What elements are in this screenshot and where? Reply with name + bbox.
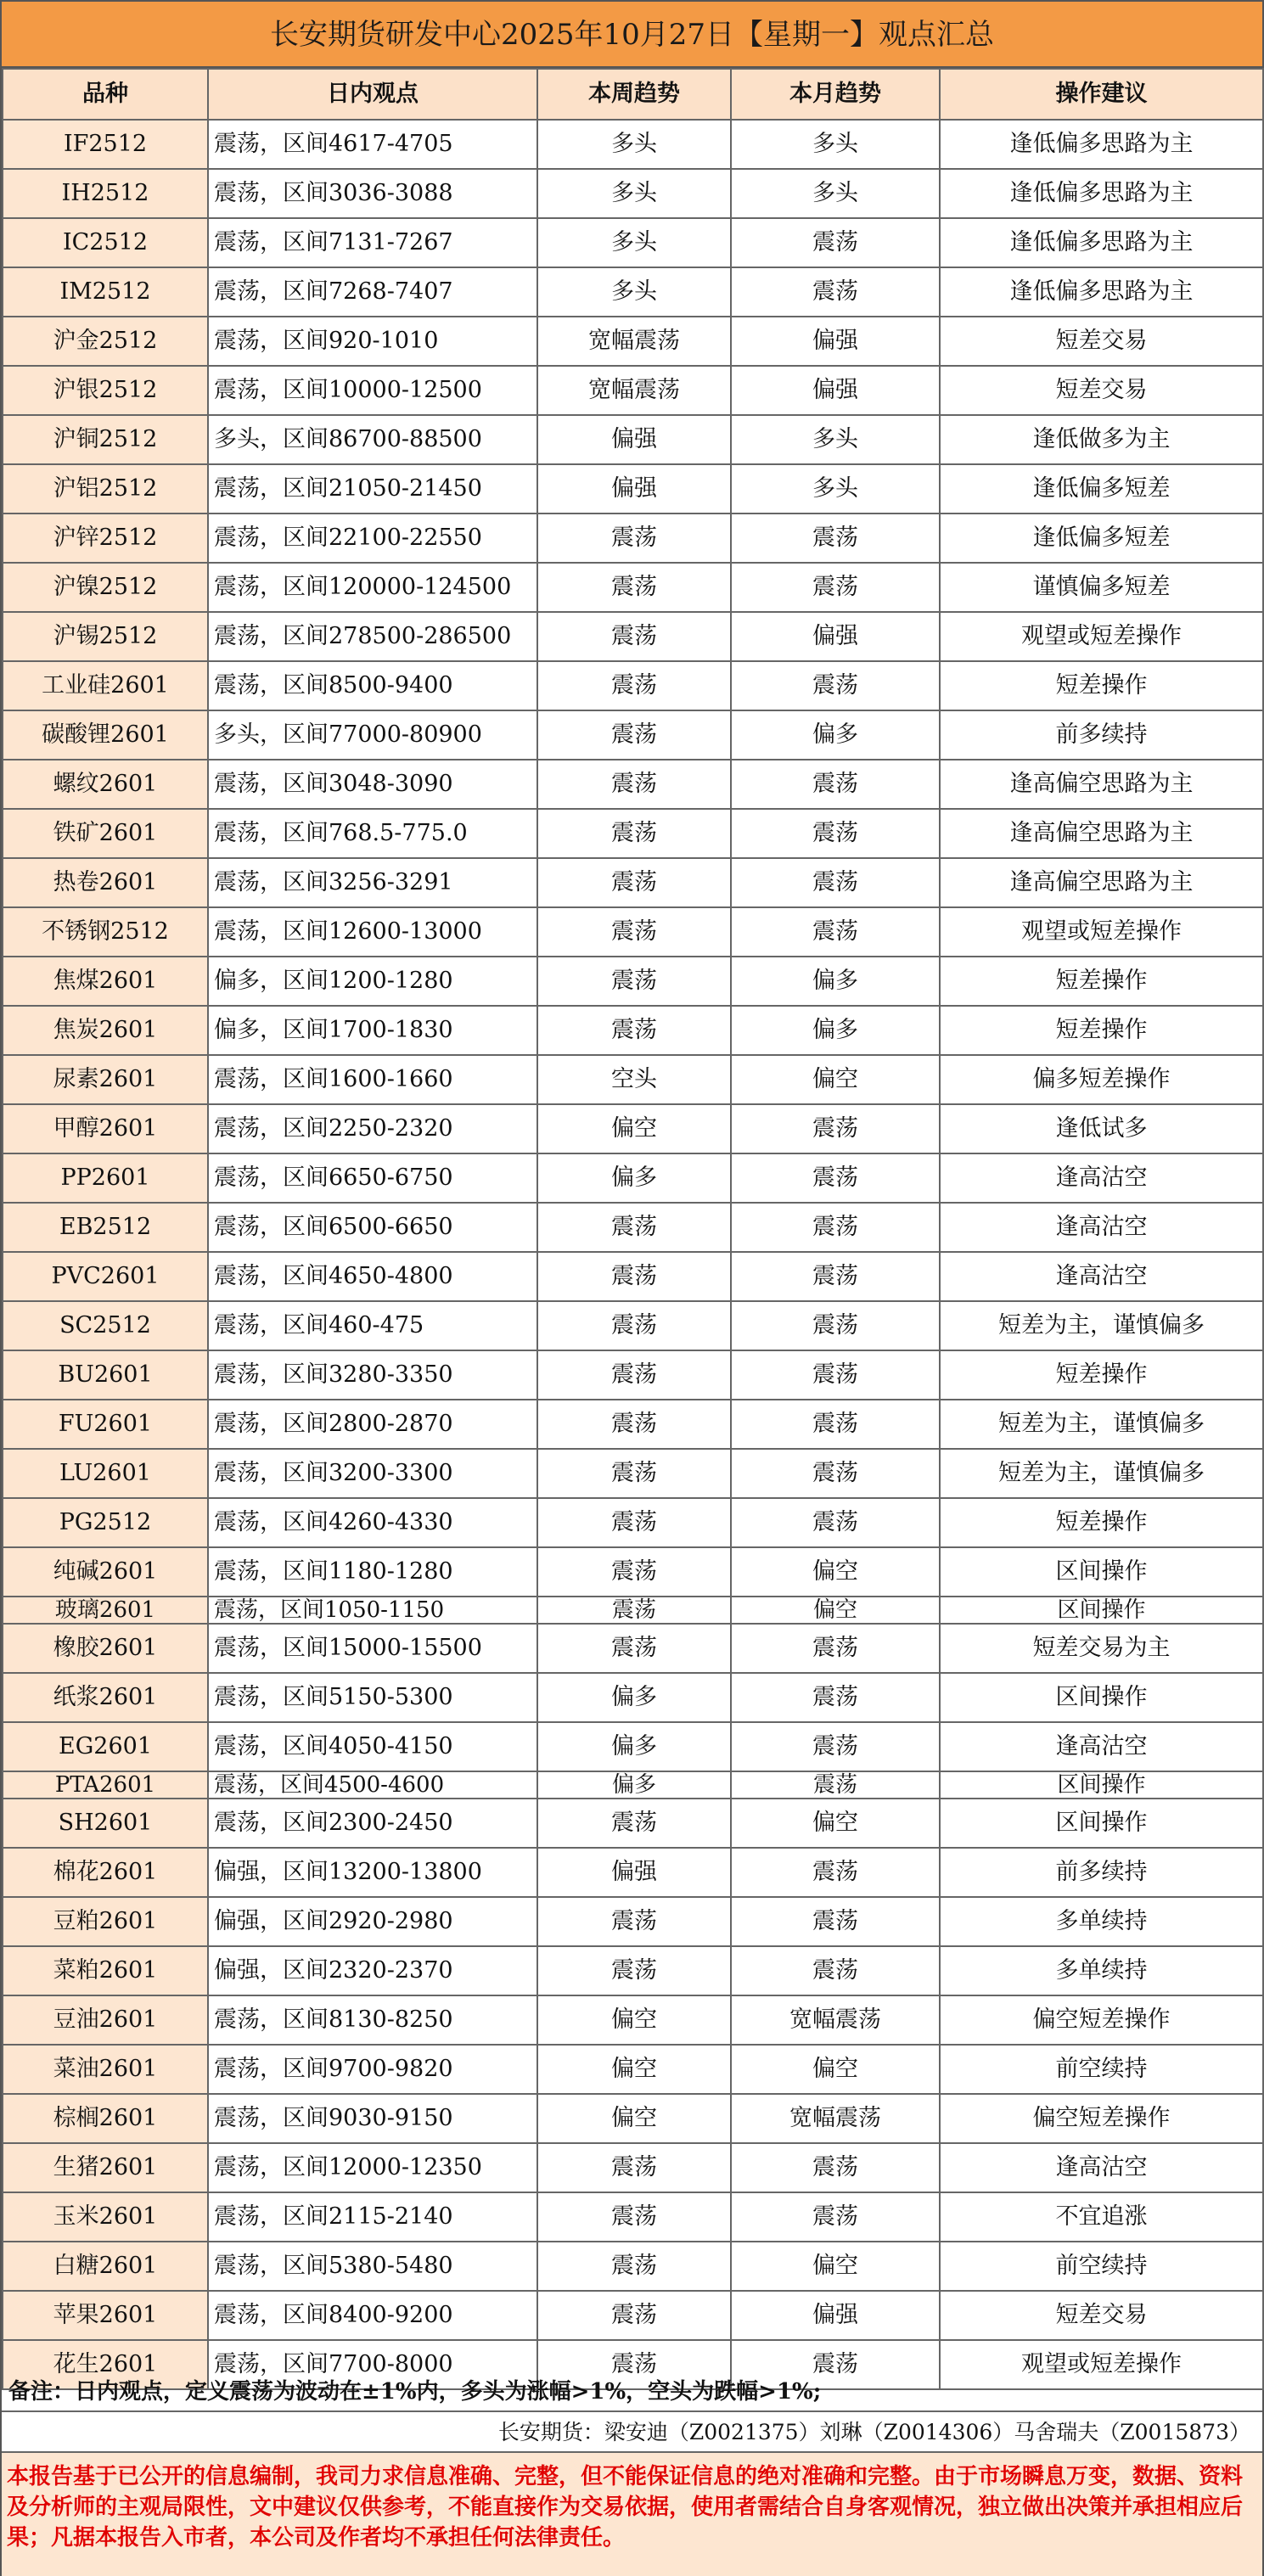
cell-intraday-view: 震荡，区间460-475 (208, 1301, 537, 1350)
cell-product: 甲醇2601 (3, 1104, 208, 1153)
cell-monthly-trend: 偏强 (731, 612, 940, 661)
cell-intraday-view: 震荡，区间2250-2320 (208, 1104, 537, 1153)
table-row (3, 1055, 1263, 1104)
cell-monthly-trend: 震荡 (731, 1673, 940, 1722)
cell-intraday-view: 震荡，区间278500-286500 (208, 612, 537, 661)
cell-product: SH2601 (3, 1799, 208, 1848)
cell-weekly-trend: 偏多 (537, 1153, 731, 1203)
table-row (3, 1771, 1263, 1799)
cell-intraday-view: 震荡，区间8500-9400 (208, 661, 537, 710)
cell-advice: 逢高沽空 (940, 1153, 1263, 1203)
cell-monthly-trend: 偏多 (731, 957, 940, 1006)
cell-weekly-trend: 震荡 (537, 1203, 731, 1252)
cell-weekly-trend: 震荡 (537, 760, 731, 809)
cell-advice: 短差操作 (940, 1350, 1263, 1400)
cell-weekly-trend: 震荡 (537, 858, 731, 907)
cell-advice: 逢低偏多思路为主 (940, 218, 1263, 267)
cell-advice: 前多续持 (940, 710, 1263, 760)
cell-weekly-trend: 震荡 (537, 957, 731, 1006)
cell-monthly-trend: 偏空 (731, 2242, 940, 2291)
header-weekly-trend: 本周趋势 (537, 69, 731, 120)
cell-intraday-view: 震荡，区间120000-124500 (208, 563, 537, 612)
cell-product: 沪锡2512 (3, 612, 208, 661)
cell-intraday-view: 震荡，区间4617-4705 (208, 120, 537, 169)
cell-weekly-trend: 震荡 (537, 1799, 731, 1848)
cell-advice: 逢低偏多思路为主 (940, 169, 1263, 218)
cell-intraday-view: 偏强，区间13200-13800 (208, 1848, 537, 1897)
table-row (3, 1104, 1263, 1153)
table-row (3, 710, 1263, 760)
table-row (3, 1897, 1263, 1946)
cell-monthly-trend: 多头 (731, 415, 940, 464)
table-row (3, 218, 1263, 267)
cell-intraday-view: 震荡，区间8400-9200 (208, 2291, 537, 2340)
cell-intraday-view: 震荡，区间3256-3291 (208, 858, 537, 907)
table-row (3, 1946, 1263, 1995)
table-row (3, 1547, 1263, 1597)
cell-intraday-view: 震荡，区间9700-9820 (208, 2045, 537, 2094)
table-row (3, 2045, 1263, 2094)
cell-intraday-view: 震荡，区间22100-22550 (208, 514, 537, 563)
table-row (3, 1449, 1263, 1498)
cell-advice: 前空续持 (940, 2045, 1263, 2094)
table-row (3, 612, 1263, 661)
cell-monthly-trend: 宽幅震荡 (731, 2094, 940, 2143)
header-intraday-view: 日内观点 (208, 69, 537, 120)
cell-advice: 短差为主，谨慎偏多 (940, 1400, 1263, 1449)
cell-product: 焦炭2601 (3, 1006, 208, 1055)
table-row (3, 1799, 1263, 1848)
table-row (3, 563, 1263, 612)
cell-product: EG2601 (3, 1722, 208, 1771)
header-monthly-trend: 本月趋势 (731, 69, 940, 120)
cell-weekly-trend: 宽幅震荡 (537, 317, 731, 366)
table-row (3, 1624, 1263, 1673)
table-row (3, 415, 1263, 464)
cell-monthly-trend: 偏空 (731, 2045, 940, 2094)
cell-weekly-trend: 震荡 (537, 1252, 731, 1301)
cell-intraday-view: 震荡，区间1600-1660 (208, 1055, 537, 1104)
table-row (3, 120, 1263, 169)
cell-intraday-view: 震荡，区间2300-2450 (208, 1799, 537, 1848)
cell-advice: 短差交易 (940, 366, 1263, 415)
cell-product: 玉米2601 (3, 2192, 208, 2242)
cell-weekly-trend: 偏空 (537, 1104, 731, 1153)
cell-advice: 多单续持 (940, 1897, 1263, 1946)
table-row (3, 1301, 1263, 1350)
table-row (3, 2192, 1263, 2242)
cell-product: 不锈钢2512 (3, 907, 208, 957)
cell-product: LU2601 (3, 1449, 208, 1498)
cell-intraday-view: 震荡，区间7700-8000 (208, 2340, 537, 2389)
cell-advice: 逢高偏空思路为主 (940, 809, 1263, 858)
cell-monthly-trend: 震荡 (731, 760, 940, 809)
cell-weekly-trend: 震荡 (537, 1597, 731, 1624)
cell-product: 豆粕2601 (3, 1897, 208, 1946)
cell-weekly-trend: 多头 (537, 218, 731, 267)
cell-weekly-trend: 震荡 (537, 1946, 731, 1995)
cell-weekly-trend: 震荡 (537, 710, 731, 760)
cell-weekly-trend: 偏强 (537, 1848, 731, 1897)
cell-product: PTA2601 (3, 1771, 208, 1799)
cell-advice: 偏空短差操作 (940, 1995, 1263, 2045)
table-row (3, 1153, 1263, 1203)
cell-intraday-view: 震荡，区间3280-3350 (208, 1350, 537, 1400)
cell-product: FU2601 (3, 1400, 208, 1449)
table-row (3, 1498, 1263, 1547)
cell-advice: 观望或短差操作 (940, 907, 1263, 957)
table-row (3, 317, 1263, 366)
cell-intraday-view: 震荡，区间2800-2870 (208, 1400, 537, 1449)
cell-monthly-trend: 宽幅震荡 (731, 1995, 940, 2045)
cell-weekly-trend: 震荡 (537, 2340, 731, 2389)
cell-weekly-trend: 震荡 (537, 661, 731, 710)
cell-product: 螺纹2601 (3, 760, 208, 809)
cell-intraday-view: 震荡，区间12600-13000 (208, 907, 537, 957)
cell-product: 热卷2601 (3, 858, 208, 907)
cell-advice: 逢低偏多思路为主 (940, 267, 1263, 317)
cell-product: PVC2601 (3, 1252, 208, 1301)
cell-advice: 谨慎偏多短差 (940, 563, 1263, 612)
cell-product: 铁矿2601 (3, 809, 208, 858)
cell-product: 纯碱2601 (3, 1547, 208, 1597)
cell-product: 沪银2512 (3, 366, 208, 415)
cell-weekly-trend: 震荡 (537, 2291, 731, 2340)
cell-monthly-trend: 震荡 (731, 1722, 940, 1771)
table-row (3, 169, 1263, 218)
cell-product: 焦煤2601 (3, 957, 208, 1006)
cell-product: 花生2601 (3, 2340, 208, 2389)
cell-advice: 逢低偏多短差 (940, 464, 1263, 514)
cell-product: 工业硅2601 (3, 661, 208, 710)
cell-intraday-view: 震荡，区间1180-1280 (208, 1547, 537, 1597)
table-row (3, 907, 1263, 957)
cell-intraday-view: 震荡，区间15000-15500 (208, 1624, 537, 1673)
table-row (3, 1848, 1263, 1897)
cell-weekly-trend: 震荡 (537, 514, 731, 563)
cell-advice: 逢低偏多思路为主 (940, 120, 1263, 169)
cell-intraday-view: 震荡，区间12000-12350 (208, 2143, 537, 2192)
cell-product: 生猪2601 (3, 2143, 208, 2192)
cell-advice: 短差操作 (940, 661, 1263, 710)
cell-product: 沪金2512 (3, 317, 208, 366)
cell-product: IF2512 (3, 120, 208, 169)
cell-product: 沪铝2512 (3, 464, 208, 514)
cell-monthly-trend: 偏强 (731, 2291, 940, 2340)
cell-monthly-trend: 震荡 (731, 2143, 940, 2192)
cell-intraday-view: 震荡，区间3200-3300 (208, 1449, 537, 1498)
table-row (3, 2242, 1263, 2291)
cell-intraday-view: 震荡，区间5150-5300 (208, 1673, 537, 1722)
cell-weekly-trend: 震荡 (537, 2143, 731, 2192)
table-row (3, 2094, 1263, 2143)
cell-weekly-trend: 震荡 (537, 1498, 731, 1547)
cell-product: 碳酸锂2601 (3, 710, 208, 760)
cell-monthly-trend: 偏多 (731, 710, 940, 760)
cell-monthly-trend: 震荡 (731, 907, 940, 957)
cell-monthly-trend: 偏空 (731, 1055, 940, 1104)
cell-intraday-view: 震荡，区间21050-21450 (208, 464, 537, 514)
cell-advice: 短差操作 (940, 1006, 1263, 1055)
cell-advice: 区间操作 (940, 1771, 1263, 1799)
cell-advice: 区间操作 (940, 1597, 1263, 1624)
cell-intraday-view: 偏多，区间1200-1280 (208, 957, 537, 1006)
cell-advice: 短差为主，谨慎偏多 (940, 1449, 1263, 1498)
cell-monthly-trend: 震荡 (731, 661, 940, 710)
table-row (3, 2291, 1263, 2340)
table-row (3, 858, 1263, 907)
cell-advice: 短差操作 (940, 1498, 1263, 1547)
cell-monthly-trend: 偏强 (731, 366, 940, 415)
cell-weekly-trend: 震荡 (537, 907, 731, 957)
cell-intraday-view: 多头，区间86700-88500 (208, 415, 537, 464)
cell-weekly-trend: 震荡 (537, 1449, 731, 1498)
cell-monthly-trend: 震荡 (731, 267, 940, 317)
cell-product: 棉花2601 (3, 1848, 208, 1897)
table-row (3, 1350, 1263, 1400)
cell-advice: 短差交易为主 (940, 1624, 1263, 1673)
views-table (2, 68, 1264, 2390)
table-note: 备注：日内观点，定义震荡为波动在±1%内，多头为涨幅>1%，空头为跌幅>1%; (2, 2372, 1262, 2412)
cell-intraday-view: 震荡，区间10000-12500 (208, 366, 537, 415)
cell-advice: 逢高沽空 (940, 2143, 1263, 2192)
cell-product: 豆油2601 (3, 1995, 208, 2045)
table-row (3, 957, 1263, 1006)
cell-monthly-trend: 多头 (731, 120, 940, 169)
cell-product: 沪铜2512 (3, 415, 208, 464)
cell-monthly-trend: 震荡 (731, 1897, 940, 1946)
cell-advice: 短差交易 (940, 317, 1263, 366)
cell-monthly-trend: 偏多 (731, 1006, 940, 1055)
cell-intraday-view: 震荡，区间4650-4800 (208, 1252, 537, 1301)
cell-monthly-trend: 偏空 (731, 1597, 940, 1624)
cell-advice: 短差操作 (940, 957, 1263, 1006)
table-row (3, 809, 1263, 858)
cell-weekly-trend: 偏多 (537, 1722, 731, 1771)
cell-monthly-trend: 震荡 (731, 1946, 940, 1995)
cell-intraday-view: 震荡，区间7131-7267 (208, 218, 537, 267)
cell-monthly-trend: 震荡 (731, 2340, 940, 2389)
cell-product: EB2512 (3, 1203, 208, 1252)
cell-weekly-trend: 偏强 (537, 415, 731, 464)
cell-monthly-trend: 震荡 (731, 1498, 940, 1547)
cell-product: 白糖2601 (3, 2242, 208, 2291)
cell-product: IM2512 (3, 267, 208, 317)
cell-weekly-trend: 震荡 (537, 2242, 731, 2291)
cell-monthly-trend: 偏空 (731, 1799, 940, 1848)
cell-weekly-trend: 震荡 (537, 1897, 731, 1946)
cell-weekly-trend: 震荡 (537, 1350, 731, 1400)
cell-weekly-trend: 震荡 (537, 1547, 731, 1597)
cell-weekly-trend: 震荡 (537, 2192, 731, 2242)
cell-weekly-trend: 震荡 (537, 1624, 731, 1673)
cell-intraday-view: 震荡，区间920-1010 (208, 317, 537, 366)
cell-advice: 区间操作 (940, 1673, 1263, 1722)
cell-monthly-trend: 震荡 (731, 2192, 940, 2242)
cell-monthly-trend: 震荡 (731, 1624, 940, 1673)
cell-weekly-trend: 多头 (537, 120, 731, 169)
cell-advice: 观望或短差操作 (940, 2340, 1263, 2389)
cell-advice: 逢低偏多短差 (940, 514, 1263, 563)
cell-intraday-view: 偏强，区间2320-2370 (208, 1946, 537, 1995)
cell-monthly-trend: 震荡 (731, 514, 940, 563)
cell-monthly-trend: 多头 (731, 464, 940, 514)
cell-weekly-trend: 偏空 (537, 2045, 731, 2094)
cell-intraday-view: 多头，区间77000-80900 (208, 710, 537, 760)
cell-product: 沪锌2512 (3, 514, 208, 563)
cell-advice: 逢低试多 (940, 1104, 1263, 1153)
cell-intraday-view: 震荡，区间7268-7407 (208, 267, 537, 317)
cell-product: 纸浆2601 (3, 1673, 208, 1722)
cell-advice: 偏多短差操作 (940, 1055, 1263, 1104)
cell-intraday-view: 震荡，区间4050-4150 (208, 1722, 537, 1771)
cell-intraday-view: 震荡，区间4260-4330 (208, 1498, 537, 1547)
cell-monthly-trend: 震荡 (731, 1104, 940, 1153)
table-row (3, 1597, 1263, 1624)
cell-product: PG2512 (3, 1498, 208, 1547)
cell-monthly-trend: 震荡 (731, 858, 940, 907)
cell-intraday-view: 震荡，区间8130-8250 (208, 1995, 537, 2045)
cell-monthly-trend: 震荡 (731, 1153, 940, 1203)
cell-advice: 短差为主，谨慎偏多 (940, 1301, 1263, 1350)
table-row (3, 267, 1263, 317)
cell-intraday-view: 偏强，区间2920-2980 (208, 1897, 537, 1946)
table-row (3, 2143, 1263, 2192)
table-row (3, 1995, 1263, 2045)
authors-line: 长安期货：梁安迪（Z0021375）刘琳（Z0014306）马舍瑞夫（Z0015873） (2, 2412, 1262, 2453)
cell-advice: 短差交易 (940, 2291, 1263, 2340)
cell-intraday-view: 震荡，区间768.5-775.0 (208, 809, 537, 858)
cell-monthly-trend: 偏空 (731, 1547, 940, 1597)
cell-weekly-trend: 偏多 (537, 1771, 731, 1799)
table-row (3, 760, 1263, 809)
cell-intraday-view: 偏多，区间1700-1830 (208, 1006, 537, 1055)
cell-monthly-trend: 震荡 (731, 1449, 940, 1498)
cell-weekly-trend: 多头 (537, 267, 731, 317)
cell-advice: 逢高偏空思路为主 (940, 858, 1263, 907)
table-row (3, 661, 1263, 710)
cell-weekly-trend: 偏多 (537, 1673, 731, 1722)
cell-product: 玻璃2601 (3, 1597, 208, 1624)
cell-advice: 逢高沽空 (940, 1203, 1263, 1252)
table-header-row (3, 69, 1263, 120)
cell-weekly-trend: 偏空 (537, 2094, 731, 2143)
cell-product: 棕榈2601 (3, 2094, 208, 2143)
cell-weekly-trend: 偏空 (537, 1995, 731, 2045)
cell-weekly-trend: 宽幅震荡 (537, 366, 731, 415)
cell-product: BU2601 (3, 1350, 208, 1400)
cell-product: 橡胶2601 (3, 1624, 208, 1673)
cell-product: 苹果2601 (3, 2291, 208, 2340)
cell-product: PP2601 (3, 1153, 208, 1203)
cell-advice: 不宜追涨 (940, 2192, 1263, 2242)
cell-monthly-trend: 震荡 (731, 1350, 940, 1400)
cell-monthly-trend: 震荡 (731, 563, 940, 612)
table-row (3, 514, 1263, 563)
cell-weekly-trend: 震荡 (537, 1301, 731, 1350)
cell-monthly-trend: 偏强 (731, 317, 940, 366)
cell-monthly-trend: 震荡 (731, 1252, 940, 1301)
table-row (3, 1252, 1263, 1301)
cell-advice: 偏空短差操作 (940, 2094, 1263, 2143)
cell-intraday-view: 震荡，区间9030-9150 (208, 2094, 537, 2143)
cell-monthly-trend: 震荡 (731, 218, 940, 267)
cell-intraday-view: 震荡，区间4500-4600 (208, 1771, 537, 1799)
cell-product: 尿素2601 (3, 1055, 208, 1104)
cell-intraday-view: 震荡，区间3048-3090 (208, 760, 537, 809)
disclaimer: 本报告基于已公开的信息编制，我司力求信息准确、完整，但不能保证信息的绝对准确和完整。由于市场瞬息万变，数据、资料及分析师的主观局限性，文中建议仅供参考，不能直接作为交易依据，使用者需结合自身客观情况，独立做出决策并承担相应后果；凡据本报告入市者，本公司及作者均不承担任何法律责任。 (2, 2453, 1262, 2576)
cell-advice: 前空续持 (940, 2242, 1263, 2291)
table-row (3, 1722, 1263, 1771)
table-row (3, 1006, 1263, 1055)
cell-advice: 逢低做多为主 (940, 415, 1263, 464)
cell-product: SC2512 (3, 1301, 208, 1350)
cell-advice: 多单续持 (940, 1946, 1263, 1995)
header-product: 品种 (3, 69, 208, 120)
cell-weekly-trend: 震荡 (537, 1006, 731, 1055)
cell-intraday-view: 震荡，区间3036-3088 (208, 169, 537, 218)
cell-product: IH2512 (3, 169, 208, 218)
cell-monthly-trend: 震荡 (731, 1301, 940, 1350)
table-row (3, 1400, 1263, 1449)
cell-monthly-trend: 震荡 (731, 1848, 940, 1897)
cell-advice: 区间操作 (940, 1547, 1263, 1597)
cell-product: 菜粕2601 (3, 1946, 208, 1995)
cell-product: 沪镍2512 (3, 563, 208, 612)
cell-monthly-trend: 震荡 (731, 1203, 940, 1252)
report-title: 长安期货研发中心2025年10月27日【星期一】观点汇总 (2, 2, 1262, 68)
cell-intraday-view: 震荡，区间6500-6650 (208, 1203, 537, 1252)
cell-advice: 逢高沽空 (940, 1252, 1263, 1301)
cell-weekly-trend: 多头 (537, 169, 731, 218)
cell-weekly-trend: 空头 (537, 1055, 731, 1104)
table-row (3, 1673, 1263, 1722)
cell-weekly-trend: 震荡 (537, 1400, 731, 1449)
cell-intraday-view: 震荡，区间1050-1150 (208, 1597, 537, 1624)
cell-weekly-trend: 偏强 (537, 464, 731, 514)
cell-advice: 前多续持 (940, 1848, 1263, 1897)
cell-product: IC2512 (3, 218, 208, 267)
cell-advice: 逢高沽空 (940, 1722, 1263, 1771)
cell-product: 菜油2601 (3, 2045, 208, 2094)
cell-intraday-view: 震荡，区间2115-2140 (208, 2192, 537, 2242)
cell-intraday-view: 震荡，区间5380-5480 (208, 2242, 537, 2291)
cell-weekly-trend: 震荡 (537, 563, 731, 612)
table-row (3, 1203, 1263, 1252)
cell-weekly-trend: 震荡 (537, 809, 731, 858)
cell-monthly-trend: 震荡 (731, 1400, 940, 1449)
cell-weekly-trend: 震荡 (537, 612, 731, 661)
header-advice: 操作建议 (940, 69, 1263, 120)
cell-advice: 区间操作 (940, 1799, 1263, 1848)
table-row (3, 464, 1263, 514)
cell-advice: 观望或短差操作 (940, 612, 1263, 661)
cell-monthly-trend: 多头 (731, 169, 940, 218)
cell-monthly-trend: 震荡 (731, 809, 940, 858)
cell-intraday-view: 震荡，区间6650-6750 (208, 1153, 537, 1203)
table-row (3, 366, 1263, 415)
cell-advice: 逢高偏空思路为主 (940, 760, 1263, 809)
cell-monthly-trend: 震荡 (731, 1771, 940, 1799)
